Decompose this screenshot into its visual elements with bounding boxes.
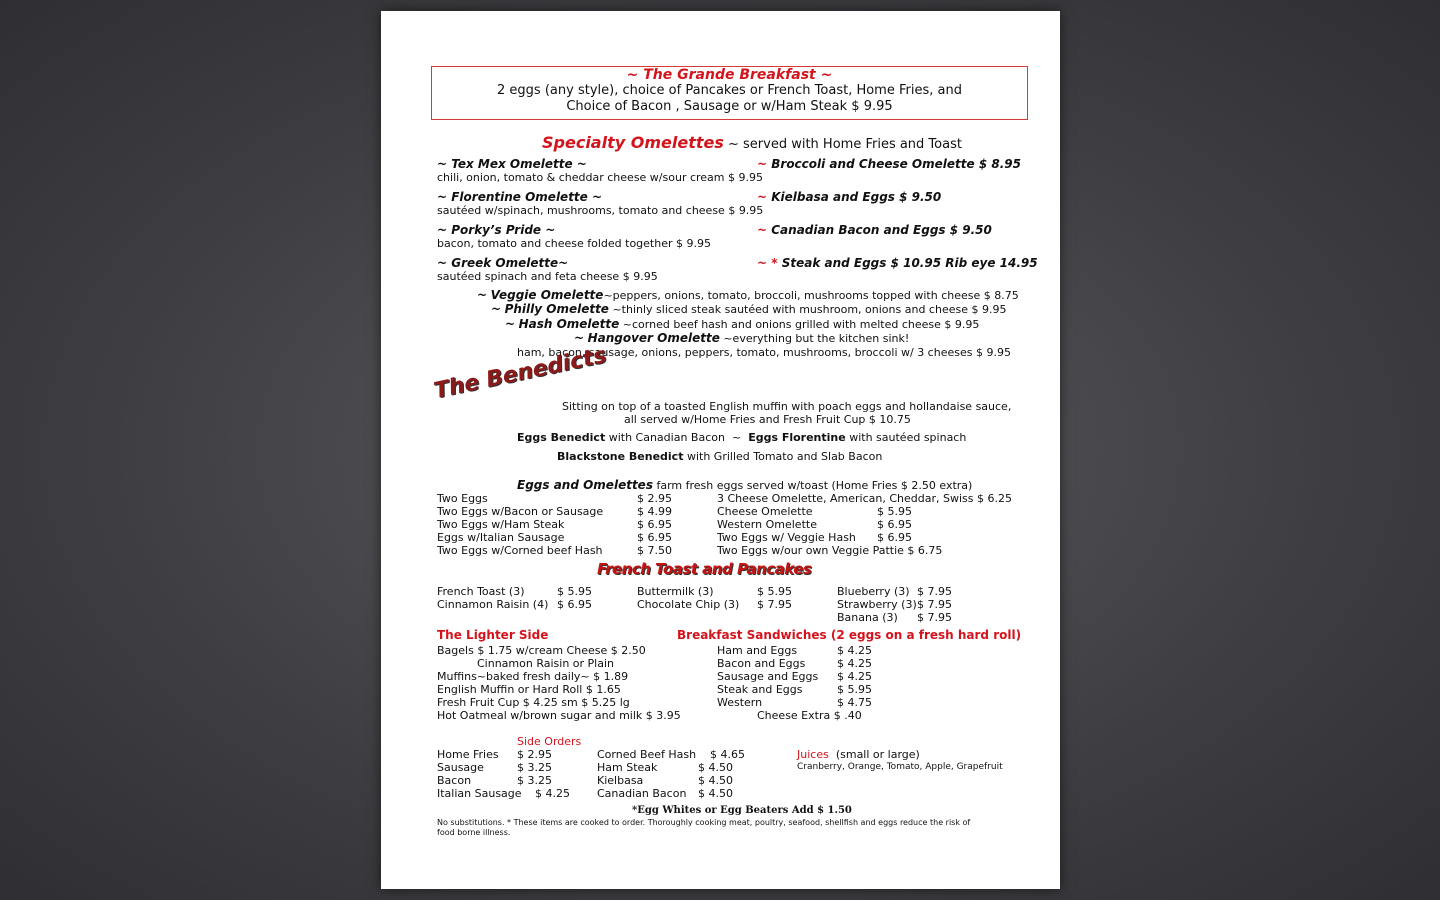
item-name: Home Fries: [437, 748, 499, 761]
benedicts-desc2: all served w/Home Fries and Fresh Fruit Cup $ 10.75: [624, 413, 911, 426]
omelette-desc: sautéed spinach and feta cheese $ 9.95: [437, 270, 658, 283]
item-price: $ 4.25: [837, 657, 872, 670]
item-price: $ 5.95: [837, 683, 872, 696]
menu-row: [437, 544, 672, 557]
item-price: $ 7.95: [917, 585, 952, 598]
disclaimer-line1: No substitutions. * These items are cooked to order. Thoroughly cooking meat, poultry, seafood, shellfish and eggs reduce the risk of: [437, 818, 971, 827]
sides-title: Side Orders: [517, 735, 582, 748]
item-price: $ 4.99: [637, 505, 672, 518]
item-price: $ 4.75: [837, 696, 872, 709]
french-col2: [637, 585, 792, 611]
item-name: Two Eggs w/Bacon or Sausage: [437, 505, 604, 518]
item-name: Bacon: [437, 774, 472, 787]
tilde: ~: [574, 331, 585, 345]
item-name: French Toast (3): [437, 585, 525, 598]
menu-row: Two Eggs w/our own Veggie Pattie $ 6.75: [717, 544, 943, 557]
menu-row: [837, 585, 952, 598]
special-name: Hash Omelette: [518, 317, 620, 331]
omelette-item: [437, 223, 711, 250]
menu-row: [597, 774, 745, 787]
omelette-right-item: [757, 256, 1038, 270]
menu-row: Fresh Fruit Cup $ 4.25 sm $ 5.25 lg: [437, 696, 630, 709]
benedicts-line2: [557, 450, 882, 463]
tilde: ~: [491, 302, 502, 316]
item-name: Bacon and Eggs: [717, 657, 806, 670]
item-name: Strawberry (3): [837, 598, 917, 611]
omelette-name: ~ Tex Mex Omelette ~: [437, 157, 587, 171]
hangover-desc: ham, bacon, sausage, onions, peppers, tomato, mushrooms, broccoli w/ 3 cheeses $ 9.95: [517, 346, 1011, 359]
item-name: Kielbasa: [597, 774, 644, 787]
item-name: Sausage and Eggs: [717, 670, 819, 683]
sides-col1: [437, 748, 570, 800]
disclaimer: [437, 818, 970, 838]
item-price: $ 7.95: [757, 598, 792, 611]
menu-row: [837, 598, 952, 611]
sandwiches-list: [717, 644, 872, 722]
egg-whites-note: *Egg Whites or Egg Beaters Add $ 1.50: [632, 805, 852, 816]
eggs-header: [517, 478, 972, 492]
omelette-item: [437, 256, 658, 283]
item-name: Cheese Omelette: [717, 505, 813, 518]
item-name: Sausage: [437, 761, 484, 774]
omelette-right-name: Broccoli and Cheese Omelette $ 8.95: [771, 157, 1021, 171]
item-price: $ 3.25: [517, 761, 552, 774]
menu-row: [437, 761, 570, 774]
sides-col2: [597, 748, 745, 800]
eggs-florentine-name: Eggs Florentine: [748, 431, 846, 444]
item-name: Steak and Eggs: [717, 683, 803, 696]
eggs-right: [717, 492, 1012, 557]
french-title: French Toast and Pancakes: [597, 560, 812, 578]
juices-list: Cranberry, Orange, Tomato, Apple, Grapefruit: [797, 762, 1003, 772]
omelette-desc: bacon, tomato and cheese folded together $ 9.95: [437, 237, 711, 250]
omelette-name: ~ Florentine Omelette ~: [437, 190, 603, 204]
menu-row: [437, 492, 672, 505]
menu-row: [717, 683, 872, 696]
omelette-name: ~ Greek Omelette~: [437, 256, 569, 270]
eggs-subtitle: farm fresh eggs served w/toast (Home Fries $ 2.50 extra): [656, 479, 973, 492]
menu-row: [437, 505, 672, 518]
item-name: Canadian Bacon: [597, 787, 687, 800]
omelette-right-item: [757, 223, 992, 237]
menu-row: [837, 611, 952, 624]
item-name: Chocolate Chip (3): [637, 598, 740, 611]
eggs-benedict-desc: with Canadian Bacon: [608, 431, 725, 444]
item-price: $ 6.95: [637, 518, 672, 531]
special-omelette: [491, 302, 1006, 316]
tilde: ~: [757, 223, 768, 237]
menu-row: [717, 657, 872, 670]
item-price: $ 6.95: [877, 531, 912, 544]
menu-row: [437, 787, 570, 800]
omelette-desc: sautéed w/spinach, mushrooms, tomato and cheese $ 9.95: [437, 204, 764, 217]
special-name: Philly Omelette: [504, 302, 609, 316]
menu-row: [437, 774, 570, 787]
item-price: $ 6.95: [557, 598, 592, 611]
blackstone-name: Blackstone Benedict: [557, 450, 684, 463]
omelette-desc: chili, onion, tomato & cheddar cheese w/sour cream $ 9.95: [437, 171, 763, 184]
eggs-benedict-name: Eggs Benedict: [517, 431, 606, 444]
menu-row: English Muffin or Hard Roll $ 1.65: [437, 683, 621, 696]
juices-size: (small or large): [835, 748, 920, 761]
omelettes-title: Specialty Omelettes: [542, 133, 724, 152]
grande-line2: Choice of Bacon , Sausage or w/Ham Steak $ 9.95: [566, 99, 893, 114]
special-desc: ~peppers, onions, tomato, broccoli, mushrooms topped with cheese $ 8.75: [603, 289, 1019, 302]
menu-row: [717, 644, 872, 657]
separator: ~: [731, 431, 742, 444]
item-name: Blueberry (3): [837, 585, 910, 598]
special-name: Veggie Omelette: [490, 288, 604, 302]
item-price: $ 3.25: [517, 774, 552, 787]
item-name: Buttermilk (3): [637, 585, 714, 598]
special-desc: ~everything but the kitchen sink!: [723, 332, 910, 345]
menu-row: [597, 787, 745, 800]
sandwiches-title: Breakfast Sandwiches (2 eggs on a fresh hard roll): [677, 628, 1022, 642]
omelette-right-name: Kielbasa and Eggs $ 9.50: [771, 190, 942, 204]
menu-page: [381, 11, 1060, 889]
tilde: ~: [757, 190, 768, 204]
menu-row: [717, 696, 872, 709]
menu-row: Bagels $ 1.75 w/cream Cheese $ 2.50: [437, 644, 646, 657]
eggs-florentine-desc: with sautéed spinach: [849, 431, 967, 444]
juices-header: [797, 748, 920, 761]
eggs-title: Eggs and Omelettes: [517, 478, 653, 492]
item-name: Ham and Eggs: [717, 644, 798, 657]
menu-row: [437, 518, 672, 531]
item-price: $ 5.95: [757, 585, 792, 598]
item-price: $ 5.95: [557, 585, 592, 598]
item-price: $ 2.95: [517, 748, 552, 761]
menu-row: [717, 518, 1012, 531]
item-price: $ 5.95: [877, 505, 912, 518]
menu-row: [597, 761, 745, 774]
omelette-item: [437, 190, 763, 217]
item-name: Western Omelette: [717, 518, 817, 531]
item-name: Eggs w/Italian Sausage: [437, 531, 565, 544]
menu-row: [437, 531, 672, 544]
special-desc: ~corned beef hash and onions grilled with melted cheese $ 9.95: [622, 318, 980, 331]
special-omelette: [477, 288, 1019, 302]
menu-row: [437, 748, 570, 761]
item-price: $ 4.25: [535, 787, 570, 800]
item-price: $ 4.50: [698, 774, 733, 787]
special-omelette: [505, 317, 979, 331]
item-price: $ 7.95: [917, 598, 952, 611]
tilde: ~: [505, 317, 516, 331]
item-price: $ 7.95: [917, 611, 952, 624]
tilde: ~: [477, 288, 488, 302]
item-price: $ 4.50: [698, 787, 733, 800]
french-col1: [437, 585, 592, 611]
omelette-right-item: [757, 190, 941, 204]
item-name: Two Eggs: [437, 492, 488, 505]
item-name: Two Eggs w/Ham Steak: [437, 518, 565, 531]
special-name: Hangover Omelette: [587, 331, 720, 345]
menu-row: [597, 748, 745, 761]
menu-row: 3 Cheese Omelette, American, Cheddar, Swiss $ 6.25: [717, 492, 1012, 505]
item-name: Corned Beef Hash: [597, 748, 697, 761]
benedicts-title: The Benedicts: [431, 343, 609, 404]
item-price: $ 6.95: [637, 531, 672, 544]
omelette-item: [437, 157, 763, 184]
item-name: Cinnamon Raisin (4): [437, 598, 549, 611]
menu-row: [637, 598, 792, 611]
item-name: Ham Steak: [597, 761, 658, 774]
blackstone-desc: with Grilled Tomato and Slab Bacon: [686, 450, 883, 463]
item-price: $ 7.50: [637, 544, 672, 557]
juices-title: Juices: [797, 748, 829, 761]
grande-title: ~ The Grande Breakfast ~: [626, 67, 833, 83]
omelette-right-name: Canadian Bacon and Eggs $ 9.50: [771, 223, 992, 237]
item-price: $ 4.25: [837, 644, 872, 657]
menu-row: Muffins~baked fresh daily~ $ 1.89: [437, 670, 629, 683]
menu-row: [717, 670, 872, 683]
special-desc: ~thinly sliced steak sautéed with mushroom, onions and cheese $ 9.95: [612, 303, 1007, 316]
item-name: Two Eggs w/ Veggie Hash: [717, 531, 856, 544]
item-price: $ 2.95: [637, 492, 672, 505]
special-omelette: [574, 331, 909, 345]
grande-line1: 2 eggs (any style), choice of Pancakes or French Toast, Home Fries, and: [497, 83, 962, 98]
item-name: Italian Sausage: [437, 787, 522, 800]
menu-row: Cinnamon Raisin or Plain: [477, 657, 614, 670]
cheese-extra: Cheese Extra $ .40: [757, 709, 862, 722]
menu-row: [717, 531, 1012, 544]
grande-breakfast-box: [431, 66, 1028, 120]
menu-row: Hot Oatmeal w/brown sugar and milk $ 3.95: [437, 709, 681, 722]
menu-row: [437, 598, 592, 611]
eggs-left: [437, 492, 672, 557]
lighter-list: [437, 644, 681, 722]
menu-row: [717, 505, 1012, 518]
item-price: $ 4.50: [698, 761, 733, 774]
omelette-name: ~ Porky’s Pride ~: [437, 223, 556, 237]
french-col3: [837, 585, 952, 624]
disclaimer-line2: food borne illness.: [437, 828, 511, 837]
item-name: Banana (3): [837, 611, 898, 624]
omelettes-header: [542, 133, 962, 152]
item-name: Western: [717, 696, 763, 709]
benedicts-desc1: Sitting on top of a toasted English muffin with poach eggs and hollandaise sauce,: [562, 400, 1012, 413]
tilde: ~: [757, 157, 768, 171]
item-price: $ 6.95: [877, 518, 912, 531]
menu-row: [637, 585, 792, 598]
menu-row: [437, 585, 592, 598]
item-name: Two Eggs w/Corned beef Hash: [437, 544, 603, 557]
item-price: $ 4.25: [837, 670, 872, 683]
lighter-title: The Lighter Side: [437, 628, 549, 642]
omelette-right-name: Steak and Eggs $ 10.95 Rib eye 14.95: [781, 256, 1038, 270]
benedicts-line1: [517, 431, 966, 444]
omelette-right-item: [757, 157, 1021, 171]
tilde: ~ *: [757, 256, 778, 270]
item-price: $ 4.65: [710, 748, 745, 761]
omelettes-subtitle: ~ served with Home Fries and Toast: [728, 137, 962, 152]
